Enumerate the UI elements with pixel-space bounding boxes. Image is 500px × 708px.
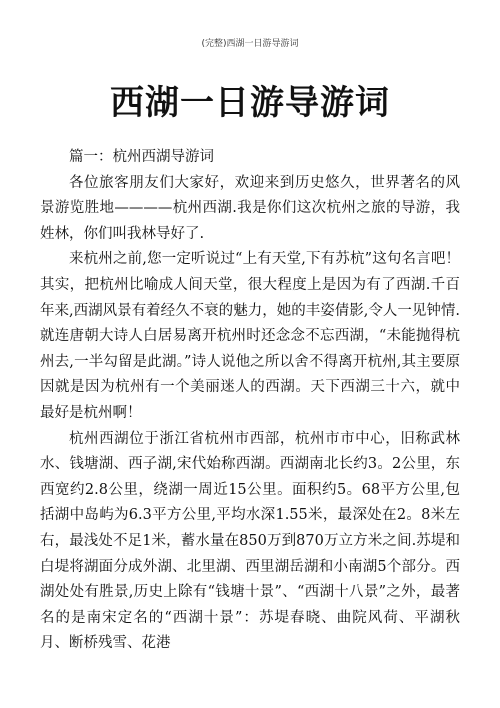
paragraph-west-lake-facts: 杭州西湖位于浙江省杭州市西部，杭州市市中心，旧称武林水、钱塘湖、西子湖,宋代始称西湖。西湖南北长约3。2公里，东西宽约2.8公里，绕湖一周近15公里。面积约5。68平方公里,包括湖中岛屿为6.3平方公里,平均水深1.55米，最深处在2。8米左右，最浅处不足1米，蓄水量在850万到870万立方米之间.苏堤和白堤将湖面分成外湖、北里湖、西里湖岳湖和小南湖5个部分。西湖处处有胜景,历史上除有“钱塘十景”、“西湖十八景”之外，最著名的是南宋定名的“西湖十景”：苏堤春晓、曲院风荷、平湖秋月、断桥残雪、花港 [40, 430, 460, 652]
running-header: (完整)西湖一日游导游词 [201, 39, 299, 49]
paragraph-heaven-on-earth: 来杭州之前,您一定听说过“上有天堂,下有苏杭”这句名言吧！其实，把杭州比喻成人间天堂，很大程度上是因为有了西湖.千百年来,西湖风景有着经久不衰的魅力，她的丰姿倩影,令人一见钟情.就连唐朝大诗人白居易离开杭州时还念念不忘西湖，“未能抛得杭州去,一半勾留是此湖。”诗人说他之所以舍不得离开杭州,其主要原因就是因为杭州有一个美丽迷人的西湖。天下西湖三十六，就中最好是杭州啊！ [40, 251, 460, 421]
document-body [40, 145, 460, 657]
paragraph-greeting: 各位旅客朋友们大家好，欢迎来到历史悠久，世界著名的风景游览胜地————杭州西湖.我是你们这次杭州之旅的导游，我姓林，你们叫我林导好了. [40, 174, 460, 242]
document-title: 西湖一日游导游词 [110, 83, 390, 123]
section-heading: 篇一：杭州西湖导游词 [69, 149, 214, 165]
